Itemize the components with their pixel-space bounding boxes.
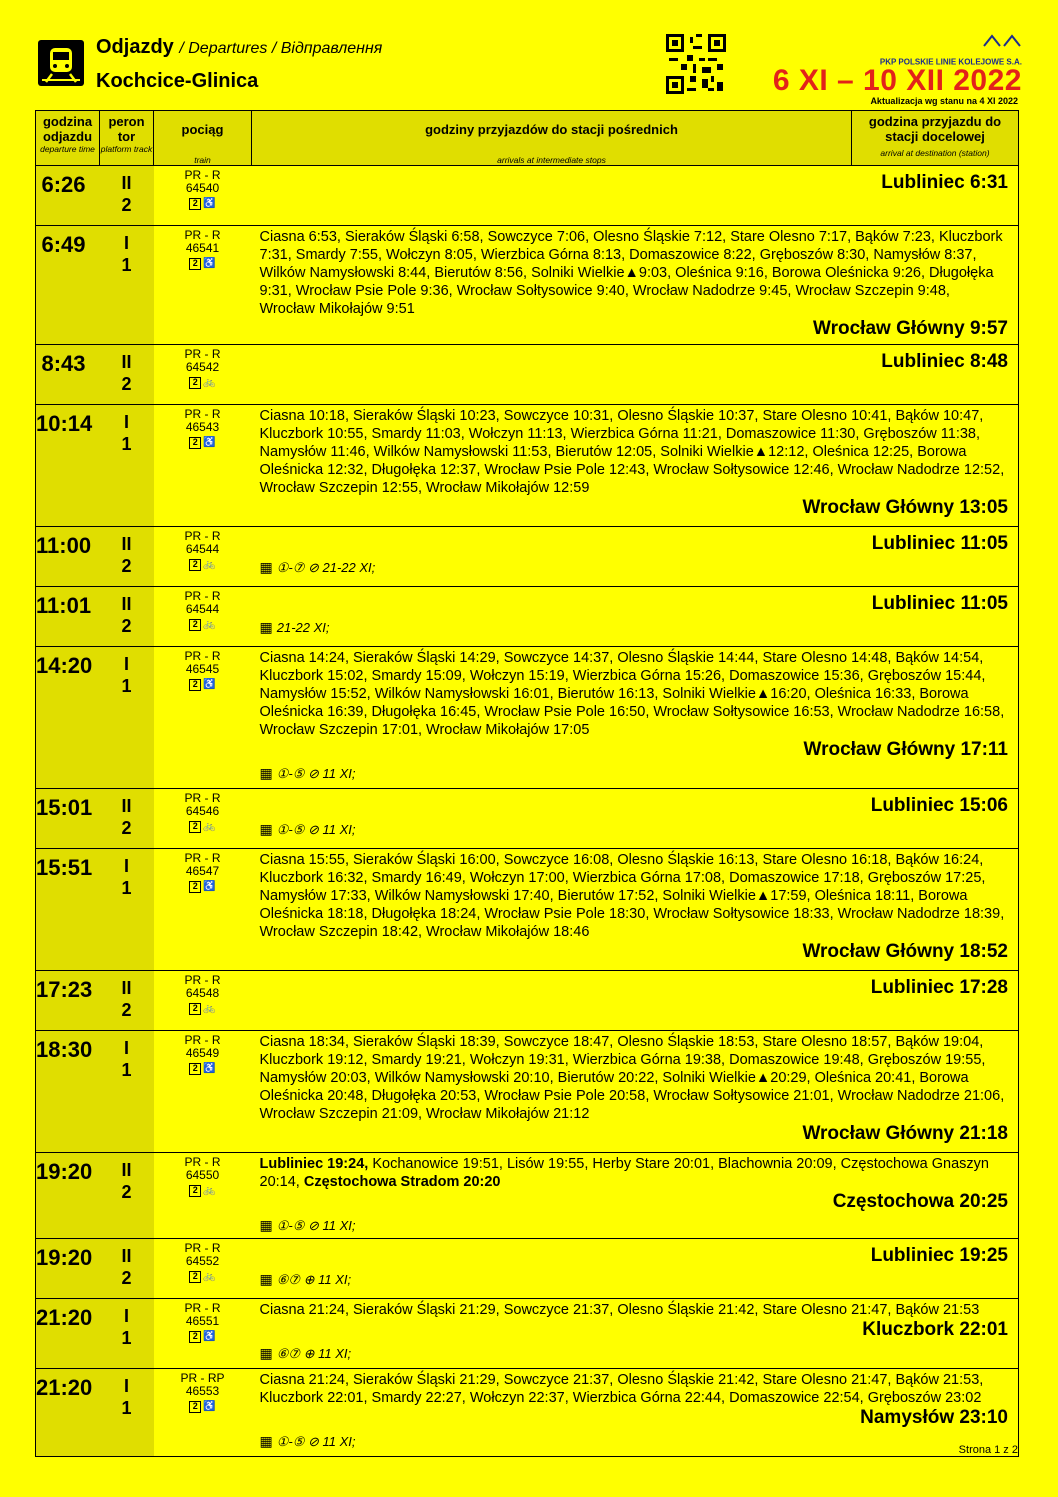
destination-arrival: Lubliniec 8:48: [881, 351, 1008, 372]
service-icon: ♿: [203, 1401, 216, 1412]
track-number: 2: [121, 1268, 132, 1288]
intermediate-stops: Ciasna 10:18, Sieraków Śląski 10:23, Sowczyce 10:31, Olesno Śląskie 10:37, Stare Olesno 10:41, Bąków 10:47, Kluczbork 10:55, Smardy 11:03, Wołczyn 11:13, Wierzbica Górna 11:21, Domaszowice 11:30, Grębosz​ów 11:38, Namysłów 11:46, Wilków Namysłowski 11:53, Bierutów 12:05, Solniki Wielkie▲12:12, Oleśnica 12:25, Borowa Oleśnicka 12:32, Długołęka 12:37, Wrocław Psie Pole 12:43, Wrocław Sołtysowice 12:46, Wrocław Nadodrze 12:52, Wrocław Szczepin 12:55, Wrocław Mikołajów 12:59: [259, 408, 1005, 496]
train-info: [154, 587, 252, 647]
intermediate-stops: Ciasna 21:24, Sieraków Śląski 21:29, Sowczyce 21:37, Olesno Śląskie 21:42, Stare Olesno 21:47, Bąków 21:53, Kluczbork 22:01, Smardy 22:27, Wołczyn 22:37, Wierzbica Górna 22:44, Domaszowice 22:54, Grębosz​ów 23:02: [259, 1372, 984, 1406]
track-number: 1: [121, 255, 132, 275]
train-info: [154, 647, 252, 789]
service-icon: ♿: [203, 1063, 216, 1074]
timetable: [35, 110, 1019, 1457]
departure-row: [36, 1299, 1019, 1369]
platform-number: II: [121, 534, 132, 554]
departure-row: [36, 345, 1019, 405]
platform-track: [100, 405, 154, 527]
departure-time: 19:20: [36, 1153, 100, 1239]
platform-track: [100, 789, 154, 849]
train-number: 64548: [185, 986, 220, 1000]
service-icon: 🚲: [203, 1271, 216, 1282]
train-category: PR - R: [184, 589, 221, 603]
platform-number: I: [123, 1376, 129, 1396]
plk-logo-icon: [982, 34, 1022, 53]
departure-row: [36, 1369, 1019, 1457]
train-number: 46553: [185, 1384, 220, 1398]
train-category: PR - R: [184, 168, 221, 182]
departure-row: [36, 527, 1019, 587]
class-icon: 2: [189, 1271, 201, 1283]
route-details: [252, 527, 1019, 587]
departure-row: [36, 789, 1019, 849]
platform-number: II: [121, 352, 132, 372]
class-icon: 2: [189, 258, 201, 270]
intermediate-stops: Ciasna 18:34, Sieraków Śląski 18:39, Sowczyce 18:47, Olesno Śląskie 18:53, Stare Olesno 18:57, Bąków 19:04, Kluczbork 19:12, Smardy 19:21, Wołczyn 19:31, Wierzbica Górna 19:38, Domaszowice 19:48, Grębosz​ów 19:55, Namysłów 20:03, Wilków Namysłowski 20:10, Bierutów 20:22, Solniki Wielkie▲20:29, Oleśnica 20:41, Borowa Oleśnicka 20:48, Długołęka 20:53, Wrocław Psie Pole 20:58, Wrocław Sołtysowice 21:01, Wrocław Nadodrze 21:06, Wrocław Szczepin 21:09, Wrocław Mikołajów 21:12: [259, 1034, 1005, 1122]
departure-time: 11:01: [36, 587, 100, 647]
validity-period: 6 XI – 10 XII 2022: [772, 64, 1022, 97]
class-icon: 2: [189, 1003, 201, 1015]
service-icon: 🚲: [203, 821, 216, 832]
route-details: [252, 405, 1019, 527]
service-icon: ♿: [203, 881, 216, 892]
class-icon: 2: [189, 377, 201, 389]
destination-arrival: Wrocław Główny 9:57: [813, 318, 1008, 339]
route-details: [252, 971, 1019, 1031]
class-icon: 2: [189, 619, 201, 631]
platform-track: [100, 166, 154, 226]
train-info: [154, 345, 252, 405]
calendar-icon: ▦: [259, 821, 273, 837]
train-info: [154, 166, 252, 226]
platform-number: II: [121, 1160, 132, 1180]
route-details: [252, 849, 1019, 971]
departure-row: [36, 587, 1019, 647]
departure-row: [36, 1153, 1019, 1239]
platform-number: I: [123, 412, 129, 432]
platform-number: I: [123, 1306, 129, 1326]
platform-track: [100, 1239, 154, 1299]
departure-row: [36, 971, 1019, 1031]
train-info: [154, 789, 252, 849]
destination-arrival: Wrocław Główny 21:18: [802, 1123, 1008, 1144]
track-number: 1: [121, 1398, 132, 1418]
operating-days-note: ▦ ①-⑤ ⊘ 11 XI;: [259, 821, 356, 837]
train-category: PR - R: [184, 649, 221, 663]
intermediate-stops: Ciasna 14:24, Sieraków Śląski 14:29, Sowczyce 14:37, Olesno Śląskie 14:44, Stare Olesno 14:48, Bąków 14:54, Kluczbork 15:02, Smardy 15:09, Wołczyn 15:19, Wierzbica Górna 15:26, Domaszowice 15:36, Grębosz​ów 15:44, Namysłów 15:52, Wilków Namysłowski 16:01, Bierutów 16:13, Solniki Wielkie▲16:20, Oleśnica 16:33, Borowa Oleśnicka 16:39, Długołęka 16:45, Wrocław Psie Pole 16:50, Wrocław Sołtysowice 16:53, Wrocław Nadodrze 16:58, Wrocław Szczepin 17:01, Wrocław Mikołajów 17:05: [259, 650, 1005, 738]
intermediate-stops: Ciasna 21:24, Sieraków Śląski 21:29, Sowczyce 21:37, Olesno Śląskie 21:42, Stare Olesno 21:47, Bąków 21:53: [259, 1302, 980, 1318]
track-number: 2: [121, 1182, 132, 1202]
page-title: Odjazdy / Departures / Відправлення: [96, 36, 383, 58]
operating-days-note: ▦ ①-⑤ ⊘ 11 XI;: [259, 765, 356, 781]
track-number: 2: [121, 1000, 132, 1020]
train-category: PR - R: [184, 347, 221, 361]
departure-time: 11:00: [36, 527, 100, 587]
class-icon: 2: [189, 1331, 201, 1343]
departure-row: [36, 1239, 1019, 1299]
train-number: 46547: [185, 864, 220, 878]
col-stops: godziny przyjazdów do stacji pośrednich arrivals at intermediate stops: [252, 111, 852, 166]
class-icon: 2: [189, 881, 201, 893]
destination-arrival: Lubliniec 17:28: [870, 977, 1008, 998]
train-category: PR - R: [184, 1241, 221, 1255]
destination-arrival: Wrocław Główny 17:11: [803, 739, 1008, 760]
destination-arrival: Lubliniec 19:25: [870, 1245, 1008, 1266]
track-number: 1: [121, 434, 132, 454]
col-destination: godzina przyjazdu do stacji docelowej arrival at destination (station): [852, 111, 1019, 166]
train-info: [154, 849, 252, 971]
route-details: [252, 1369, 1019, 1457]
departure-time: 17:23: [36, 971, 100, 1031]
operating-days-note: ▦ ①-⑦ ⊘ 21-22 XI;: [259, 559, 376, 575]
route-details: [252, 587, 1019, 647]
destination-arrival: Wrocław Główny 13:05: [802, 497, 1008, 518]
train-number: 64540: [185, 181, 220, 195]
departure-time: 6:49: [36, 226, 100, 345]
departure-time: 21:20: [36, 1299, 100, 1369]
service-icon: ♿: [203, 258, 216, 269]
destination-arrival: Wrocław Główny 18:52: [802, 941, 1008, 962]
train-category: PR - R: [184, 407, 221, 421]
train-category: PR - R: [184, 851, 221, 865]
train-category: PR - R: [184, 529, 221, 543]
platform-track: [100, 1369, 154, 1457]
platform-track: [100, 971, 154, 1031]
station-name: Kochcice-Glinica: [96, 70, 259, 92]
class-icon: 2: [189, 1185, 201, 1197]
departure-time: 6:26: [36, 166, 100, 226]
train-info: [154, 1153, 252, 1239]
track-number: 1: [121, 878, 132, 898]
calendar-icon: ▦: [259, 619, 273, 635]
service-icon: ♿: [203, 679, 216, 690]
departure-row: [36, 647, 1019, 789]
service-icon: 🚲: [203, 1003, 216, 1014]
operating-days-note: ▦ ①-⑤ ⊘ 11 XI;: [259, 1217, 356, 1233]
train-number: 46551: [185, 1314, 220, 1328]
track-number: 1: [121, 1328, 132, 1348]
col-time: godzina odjazdu departure time: [36, 111, 100, 166]
calendar-icon: ▦: [259, 1433, 273, 1449]
intermediate-stops: Ciasna 15:55, Sieraków Śląski 16:00, Sowczyce 16:08, Olesno Śląskie 16:13, Stare Olesno 16:18, Bąków 16:24, Kluczbork 16:32, Smardy 16:49, Wołczyn 17:00, Wierzbica Górna 17:08, Domaszowice 17:18, Grębosz​ów 17:25, Namysłów 17:33, Wilków Namysłowski 17:40, Bierutów 17:52, Solniki Wielkie▲17:59, Oleśnica 18:11, Borowa Oleśnicka 18:18, Długołęka 18:24, Wrocław Psie Pole 18:30, Wrocław Sołtysowice 18:33, Wrocław Nadodrze 18:39, Wrocław Szczepin 18:42, Wrocław Mikołajów 18:46: [259, 852, 1005, 940]
intermediate-stops: Ciasna 6:53, Sieraków Śląski 6:58, Sowczyce 7:06, Olesno Śląskie 7:12, Stare Olesno 7:17, Bąków 7:23, Kluczbork 7:31, Smardy 7:55, Wołczyn 8:05, Wierzbica Górna 8:13, Domaszowice 8:22, Grębosz​ów 8:30, Namysłów 8:37, Wilków Namysłowski 8:44, Bierutów 8:56, Solniki Wielkie▲9:03, Oleśnica 9:16, Borowa Oleśnicka 9:26, Długołęka 9:31, Wrocław Psie Pole 9:36, Wrocław Sołtysowice 9:40, Wrocław Nadodrze 9:45, Wrocław Szczepin 9:48, Wrocław Mikołajów 9:51: [259, 229, 1003, 317]
route-details: [252, 226, 1019, 345]
track-number: 1: [121, 676, 132, 696]
platform-number: II: [121, 978, 132, 998]
train-category: PR - RP: [180, 1371, 225, 1385]
platform-number: II: [121, 1246, 132, 1266]
platform-number: I: [123, 856, 129, 876]
train-info: [154, 1031, 252, 1153]
brand-logo: PKP POLSKIE LINIE KOLEJOWE S.A.: [862, 34, 1022, 71]
service-icon: 🚲: [203, 559, 216, 570]
train-category: PR - R: [184, 1155, 221, 1169]
train-category: PR - R: [184, 973, 221, 987]
class-icon: 2: [189, 559, 201, 571]
train-info: [154, 226, 252, 345]
destination-arrival: Namysłów 23:10: [860, 1407, 1008, 1428]
timetable-header: [36, 111, 1019, 166]
track-number: 2: [121, 195, 132, 215]
destination-arrival: Kluczbork 22:01: [862, 1319, 1008, 1340]
train-info: [154, 971, 252, 1031]
train-number: 46545: [185, 662, 220, 676]
platform-track: [100, 1153, 154, 1239]
train-number: 46549: [185, 1046, 220, 1060]
service-icon: ♿: [203, 437, 216, 448]
route-details: [252, 647, 1019, 789]
train-number: 64542: [185, 360, 220, 374]
departure-time: 19:20: [36, 1239, 100, 1299]
service-icon: 🚲: [203, 619, 216, 630]
class-icon: 2: [189, 437, 201, 449]
route-details: [252, 166, 1019, 226]
departure-time: 14:20: [36, 647, 100, 789]
platform-track: [100, 1031, 154, 1153]
train-category: PR - R: [184, 1301, 221, 1315]
train-info: [154, 1369, 252, 1457]
platform-track: [100, 226, 154, 345]
route-details: [252, 789, 1019, 849]
service-icon: 🚲: [203, 1185, 216, 1196]
train-number: 46541: [185, 241, 220, 255]
platform-track: [100, 345, 154, 405]
departure-row: [36, 1031, 1019, 1153]
train-info: [154, 1299, 252, 1369]
train-number: 64544: [185, 602, 220, 616]
operating-days-note: ▦ ①-⑤ ⊘ 11 XI;: [259, 1433, 356, 1449]
page-header: [38, 34, 1022, 110]
train-number: 46543: [185, 420, 220, 434]
platform-number: I: [123, 233, 129, 253]
platform-number: I: [123, 1038, 129, 1058]
train-number: 64544: [185, 542, 220, 556]
destination-arrival: Lubliniec 15:06: [870, 795, 1008, 816]
track-number: 2: [121, 818, 132, 838]
train-number: 64546: [185, 804, 220, 818]
platform-number: I: [123, 654, 129, 674]
calendar-icon: ▦: [259, 1271, 273, 1287]
departure-time: 8:43: [36, 345, 100, 405]
class-icon: 2: [189, 1401, 201, 1413]
col-platform: peron tor platform track: [100, 111, 154, 166]
qr-code-icon: [666, 34, 726, 94]
calendar-icon: ▦: [259, 559, 273, 575]
service-icon: 🚲: [203, 377, 216, 388]
departure-row: [36, 226, 1019, 345]
platform-track: [100, 849, 154, 971]
platform-track: [100, 587, 154, 647]
train-number: 64550: [185, 1168, 220, 1182]
class-icon: 2: [189, 198, 201, 210]
destination-arrival: Lubliniec 11:05: [871, 593, 1008, 614]
train-category: PR - R: [184, 791, 221, 805]
departure-row: [36, 405, 1019, 527]
route-details: [252, 1239, 1019, 1299]
update-note: Aktualizacja wg stanu na 4 XI 2022: [870, 96, 1018, 106]
departure-time: 21:20: [36, 1369, 100, 1457]
operating-days-note: ▦ ⑥⑦ ⊕ 11 XI;: [259, 1271, 352, 1287]
platform-track: [100, 527, 154, 587]
operating-days-note: ▦ ⑥⑦ ⊕ 11 XI;: [259, 1345, 352, 1361]
platform-number: II: [121, 173, 132, 193]
platform-track: [100, 647, 154, 789]
train-number: 64552: [185, 1254, 220, 1268]
train-icon: [38, 40, 84, 86]
platform-track: [100, 1299, 154, 1369]
track-number: 2: [121, 616, 132, 636]
train-category: PR - R: [184, 228, 221, 242]
track-number: 2: [121, 374, 132, 394]
intermediate-stops: Lubliniec 19:24, Kochanowice 19:51, Lisów 19:55, Herby Stare 20:01, Blachownia 20:09, Częstochowa Gnaszyn 20:14, Częstochowa Stradom 20:20: [259, 1156, 989, 1190]
page-number: Strona 1 z 2: [958, 1444, 1018, 1456]
departure-row: [36, 849, 1019, 971]
route-details: [252, 345, 1019, 405]
service-icon: ♿: [203, 1331, 216, 1342]
track-number: 2: [121, 556, 132, 576]
destination-arrival: Lubliniec 6:31: [881, 172, 1008, 193]
platform-number: II: [121, 594, 132, 614]
destination-arrival: Lubliniec 11:05: [871, 533, 1008, 554]
destination-arrival: Częstochowa 20:25: [832, 1191, 1008, 1212]
operating-days-note: ▦ 21-22 XI;: [259, 619, 330, 635]
platform-number: II: [121, 796, 132, 816]
train-info: [154, 405, 252, 527]
departure-time: 10:14: [36, 405, 100, 527]
track-number: 1: [121, 1060, 132, 1080]
departure-time: 18:30: [36, 1031, 100, 1153]
route-details: [252, 1153, 1019, 1239]
service-icon: ♿: [203, 198, 216, 209]
departure-time: 15:01: [36, 789, 100, 849]
class-icon: 2: [189, 821, 201, 833]
col-train: pociąg train: [154, 111, 252, 166]
departure-time: 15:51: [36, 849, 100, 971]
train-info: [154, 527, 252, 587]
calendar-icon: ▦: [259, 1345, 273, 1361]
route-details: [252, 1031, 1019, 1153]
route-details: [252, 1299, 1019, 1369]
calendar-icon: ▦: [259, 765, 273, 781]
class-icon: 2: [189, 1063, 201, 1075]
class-icon: 2: [189, 679, 201, 691]
train-category: PR - R: [184, 1033, 221, 1047]
train-info: [154, 1239, 252, 1299]
departure-row: [36, 166, 1019, 226]
calendar-icon: ▦: [259, 1217, 273, 1233]
